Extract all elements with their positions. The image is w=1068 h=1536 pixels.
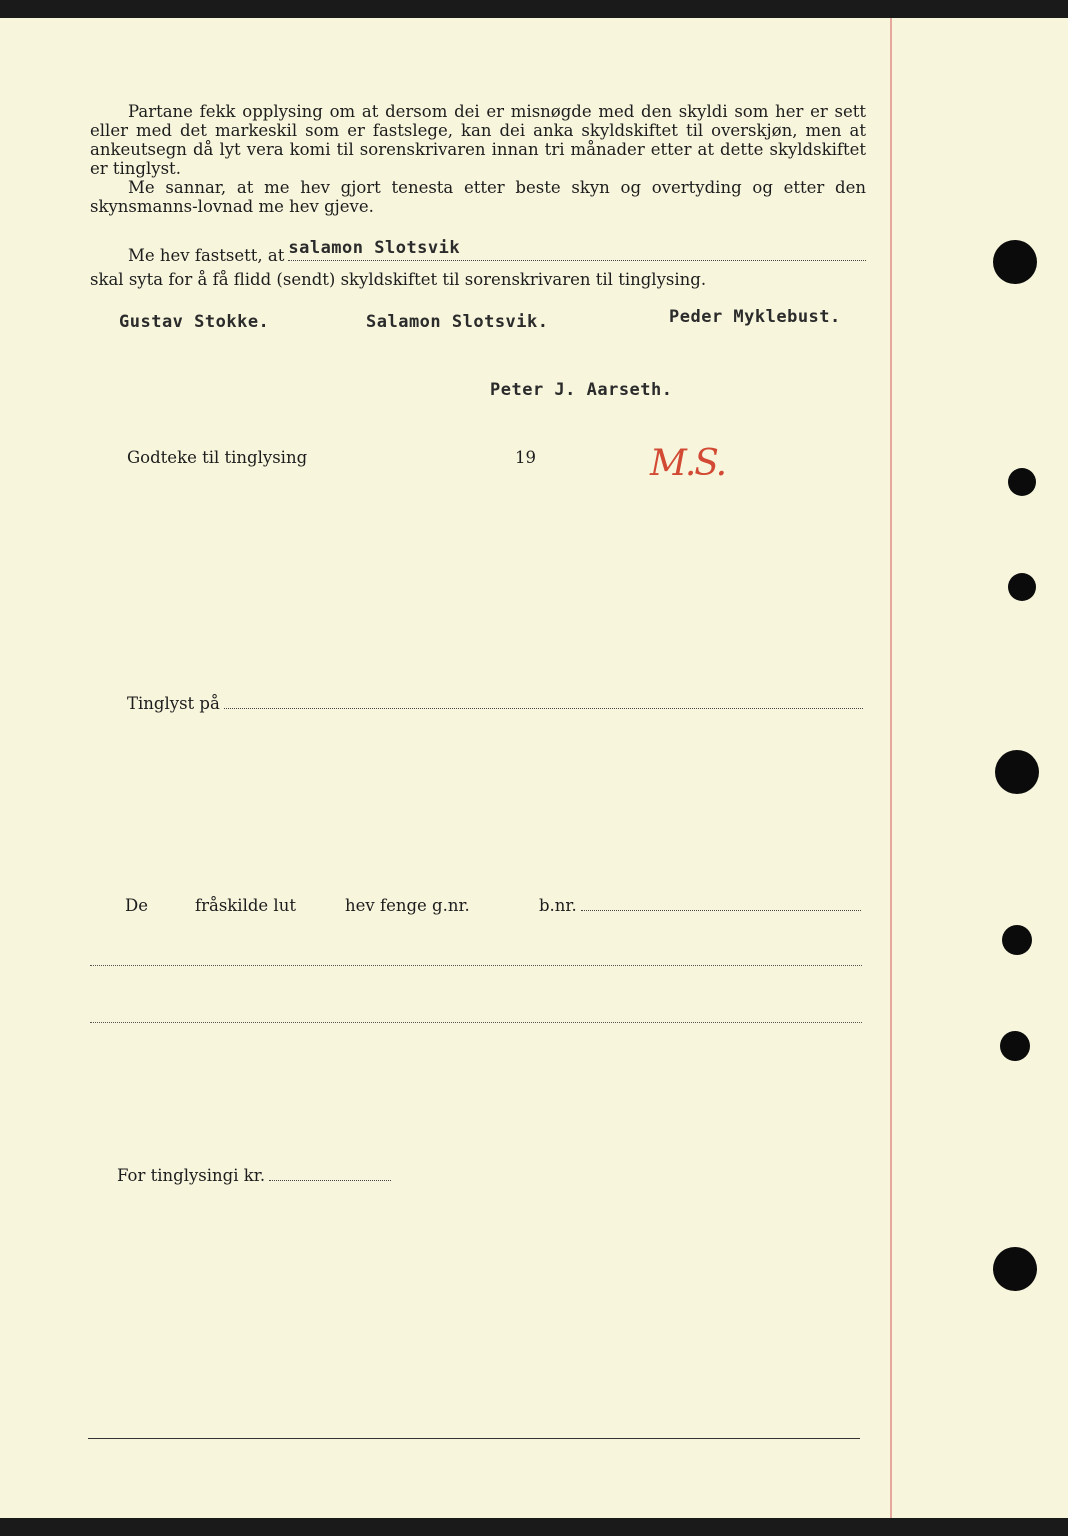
fastsett-name: salamon Slotsvik [288,238,461,258]
signature-peder: Peder Myklebust. [669,307,841,327]
punch-hole [993,240,1037,284]
tinglyst-row [127,694,863,713]
appeal-paragraph: Partane fekk opplysing om at dersom dei er misnøgde med den skyldi som her er sett eller med det markeskil som er fastslege, kan dei anka skyldskiftet til overskjøn, men at ankeutsegn då lyt vera komi til sorenskrivaren innan tri månader etter at dette skyldskiftet er tinglyst. [90,102,866,178]
bottom-rule [88,1438,860,1439]
bnr-field [581,896,861,911]
fastsett-line2: skal syta for å få flidd (sendt) skyldskiftet til sorenskrivaren til tinglysing. [90,270,707,289]
fastsett-label: Me hev fastsett, at [128,246,285,265]
bnr-row [539,896,861,915]
tinglyst-field [224,694,863,709]
fastsett-row [128,238,866,265]
fee-field [269,1166,391,1181]
tinglyst-label: Tinglyst på [127,694,220,713]
godteke-label: Godteke til tinglysing [127,448,308,467]
signature-salamon: Salamon Slotsvik. [366,312,549,332]
declaration-text [90,102,866,216]
signature-gustav: Gustav Stokke. [119,312,270,332]
document-page [0,18,1068,1518]
punch-hole [1002,925,1032,955]
fraskilde-de: De [125,896,148,915]
godteke-year: 19 [515,448,536,467]
fraskilde-gnr: hev fenge g.nr. [345,896,470,915]
fraskilde-lut: fråskilde lut [195,896,296,915]
fastsett-field [288,238,866,261]
oath-paragraph: Me sannar, at me hev gjort tenesta etter beste skyn og overtyding og etter den skynsmanns-lovnad me hev gjeve. [90,178,866,216]
blank-line [90,965,862,966]
bnr-label: b.nr. [539,896,577,915]
handwritten-initials: M.S. [650,443,726,484]
punch-hole [1008,468,1036,496]
punch-hole [993,1247,1037,1291]
punch-hole [1000,1031,1030,1061]
signature-peter: Peter J. Aarseth. [490,380,673,400]
fee-row [117,1166,391,1185]
punch-hole [995,750,1039,794]
fee-label: For tinglysingi kr. [117,1166,266,1185]
punch-hole [1008,573,1036,601]
blank-line [90,1022,862,1023]
margin-rule [890,18,892,1518]
